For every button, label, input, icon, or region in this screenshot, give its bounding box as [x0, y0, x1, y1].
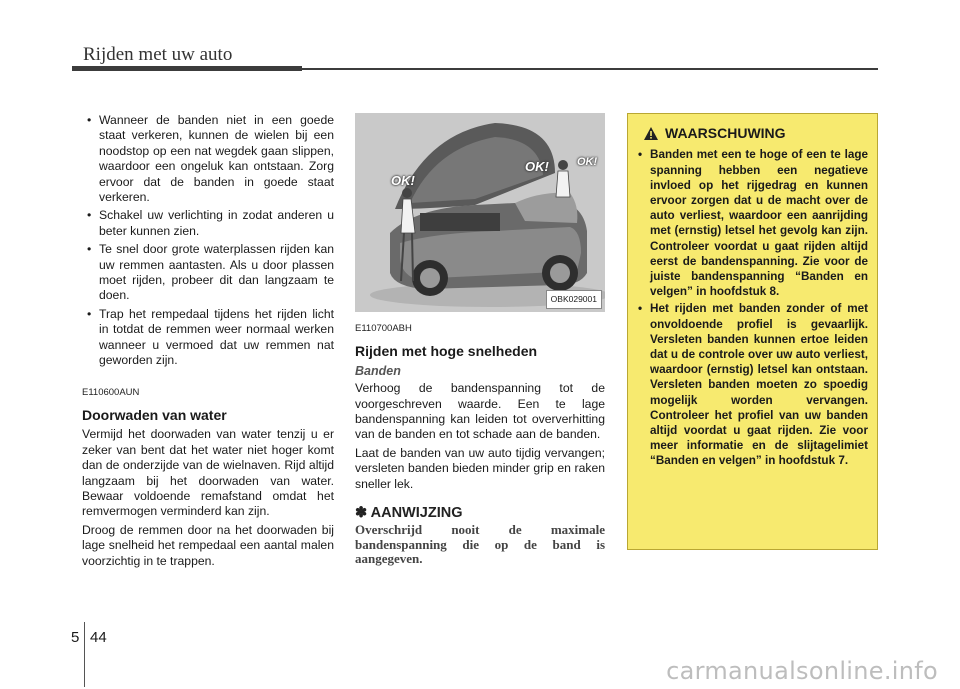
- left-column: [82, 113, 334, 572]
- car-illustration-graphic: [355, 113, 605, 312]
- section-heading: Doorwaden van water: [82, 406, 227, 423]
- list-item: • Het rijden met banden zonder of met onvoldoende profiel is gevaarlijk. Versleten banden kunnen ertoe leiden dat u de controle over uw auto verliest, waardoor (ernstig) letsel kan ontstaan. Versleten banden moeten zo spoedig mogelijk worden vervangen. Controleer het profiel van uw banden altijd voordat u gaat rijden. Zie voor meer informatie en de slijtagelimiet “Banden en velgen” in hoofdstuk 7.: [637, 301, 868, 468]
- section-number: 5: [71, 629, 80, 646]
- ok-label: OK!: [525, 159, 549, 174]
- figure-caption: OBK029001: [546, 290, 602, 309]
- paragraph: Vermijd het doorwaden van water tenzij u er zeker van bent dat het water niet hoger komt dan de onderzijde van de wielnaven. Rijd altijd langzaam bij het doorwaden van water. Bewaar voldoende remafstand omdat het remvermogen verminderd kan zijn.: [82, 427, 334, 519]
- page-number: 44: [90, 629, 107, 646]
- car-hood-illustration: [355, 113, 605, 312]
- warning-triangle-icon: [643, 126, 659, 141]
- paragraph: Laat de banden van uw auto tijdig vervangen; versleten banden bieden minder grip en raken sneller lek.: [355, 445, 605, 491]
- warning-header: [643, 126, 868, 141]
- list-item: • Trap het rempedaal tijdens het rijden licht in totdat de remmen weer normaal werken wanneer u vermoed dat uw remmen nat geworden zijn.: [82, 307, 334, 369]
- paragraph: Verhoog de bandenspanning tot de voorgeschreven waarde. Een te lage bandenspanning kan leiden tot oververhitting van de banden en tot schade aan de banden.: [355, 381, 605, 442]
- right-column: [627, 113, 877, 550]
- warning-list: [637, 147, 868, 468]
- section-heading: Rijden met hoge snelheden: [355, 343, 538, 360]
- footer-divider: [84, 622, 85, 687]
- list-item: • Wanneer de banden niet in een goede staat verkeren, kunnen de wielen bij een noodstop op een nat wegdek gaan slippen, waardoor een ongeluk kan ontstaan. Zorg ervoor dat de banden in goede staat verkeren.: [82, 113, 334, 205]
- note-text: Overschrijd nooit de maximale bandenspanning die op de band is aangegeven.: [355, 522, 605, 567]
- section-code: E110600AUN: [82, 386, 140, 398]
- page-header-title: Rijden met uw auto: [83, 44, 233, 65]
- subheading: Banden: [355, 363, 401, 378]
- list-item: • Schakel uw verlichting in zodat anderen u beter kunnen zien.: [82, 208, 334, 239]
- ok-label: OK!: [577, 156, 598, 168]
- watermark: carmanualsonline.info: [666, 657, 938, 685]
- header-bar: [72, 66, 302, 71]
- section-code: E110700ABH: [355, 323, 412, 334]
- note-title: ✽ AANWIJZING: [355, 505, 463, 522]
- warning-box: [627, 113, 878, 550]
- list-item: • Te snel door grote waterplassen rijden kan uw remmen aantasten. Als u door plassen moet rijden, probeer dit dan langzaam te doen.: [82, 242, 334, 304]
- middle-column: [355, 113, 605, 567]
- ok-label: OK!: [391, 173, 415, 188]
- warning-title: WAARSCHUWING: [665, 125, 786, 141]
- paragraph: Droog de remmen door na het doorwaden bij lage snelheid het rempedaal een aantal malen voorzichtig in te trappen.: [82, 522, 334, 568]
- header-rule: [302, 68, 878, 70]
- bullet-list: [82, 113, 334, 369]
- list-item: • Banden met een te hoge of een te lage spanning hebben een negatieve invloed op het rijgedrag en kunnen ervoor zorgen dat u de macht over de auto verliest, waardoor een aanrijding met (ernstig) letsel het gevolg kan zijn. Controleer voordat u gaat rijden altijd eerst de bandenspanning. Zie voor de juiste bandenspanning “Banden en velgen” in hoofdstuk 8.: [637, 147, 868, 299]
